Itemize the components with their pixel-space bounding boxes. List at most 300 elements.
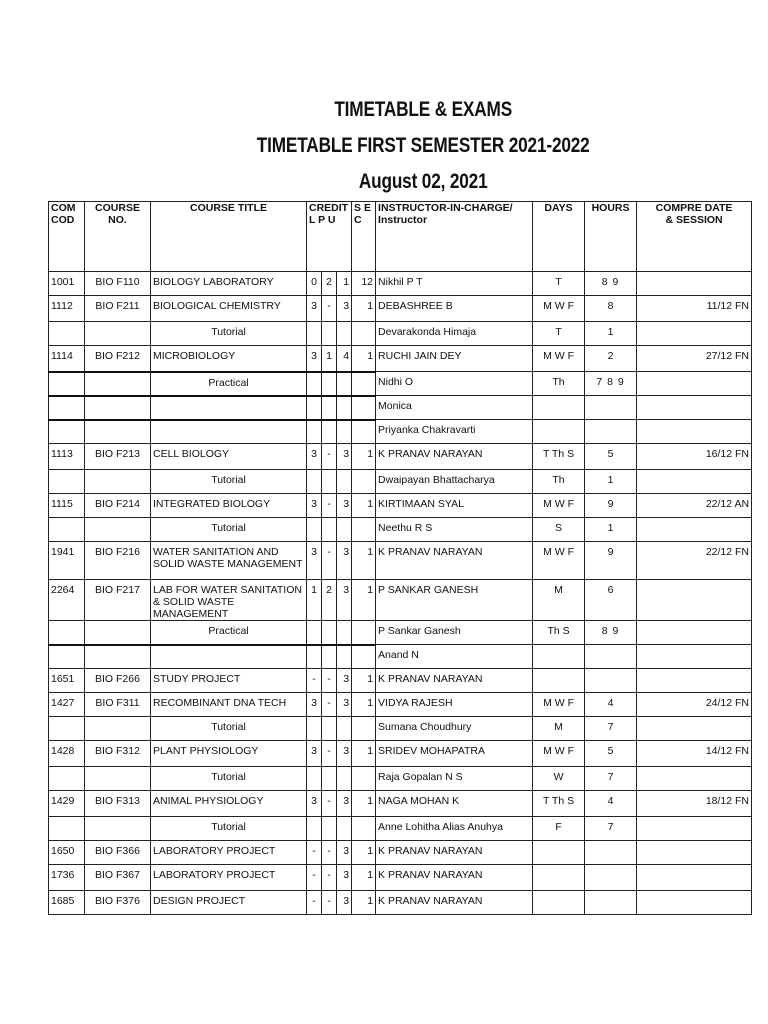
cell-credit-p: 1	[322, 346, 337, 372]
cell-sec: 1	[352, 296, 376, 322]
cell-course-title: DESIGN PROJECT	[151, 891, 307, 915]
cell-compre: 18/12 FN	[637, 791, 752, 817]
cell-sec: 1	[352, 494, 376, 518]
cell-credit-l	[307, 372, 322, 396]
cell-instructor: NAGA MOHAN K	[376, 791, 533, 817]
cell-instructor: VIDYA RAJESH	[376, 693, 533, 717]
table-row	[49, 372, 752, 396]
cell-com: 1650	[49, 841, 85, 865]
cell-credit-u	[337, 645, 352, 669]
cell-compre: 11/12 FN	[637, 296, 752, 322]
cell-hours: 7 8 9	[585, 372, 637, 396]
cell-com: 1001	[49, 272, 85, 296]
cell-credit-l: 3	[307, 296, 322, 322]
cell-credit-p	[322, 322, 337, 346]
cell-course-title: Tutorial	[151, 322, 307, 346]
table-row	[49, 693, 752, 717]
cell-instructor: Sumana Choudhury	[376, 717, 533, 741]
cell-com	[49, 817, 85, 841]
table-row	[49, 741, 752, 767]
cell-course-no	[85, 420, 151, 444]
cell-course-title: STUDY PROJECT	[151, 669, 307, 693]
cell-credit-u: 3	[337, 693, 352, 717]
cell-course-title	[151, 396, 307, 420]
cell-credit-p: -	[322, 296, 337, 322]
cell-sec: 1	[352, 865, 376, 891]
cell-instructor: Priyanka Chakravarti	[376, 420, 533, 444]
cell-days: M	[533, 717, 585, 741]
cell-course-no	[85, 621, 151, 645]
table-row	[49, 817, 752, 841]
cell-com: 2264	[49, 580, 85, 621]
table-row	[49, 767, 752, 791]
cell-course-no	[85, 767, 151, 791]
cell-credit-p	[322, 767, 337, 791]
cell-days: M W F	[533, 693, 585, 717]
cell-days	[533, 396, 585, 420]
cell-com: 1941	[49, 542, 85, 580]
cell-days: W	[533, 767, 585, 791]
cell-credit-l: -	[307, 841, 322, 865]
cell-course-no: BIO F212	[85, 346, 151, 372]
col-hours: HOURS	[585, 202, 637, 272]
table-header	[49, 202, 752, 272]
cell-compre	[637, 669, 752, 693]
cell-credit-l	[307, 717, 322, 741]
cell-credit-l	[307, 396, 322, 420]
cell-com	[49, 396, 85, 420]
cell-instructor: Anand N	[376, 645, 533, 669]
cell-credit-p: -	[322, 542, 337, 580]
cell-hours: 7	[585, 817, 637, 841]
cell-credit-u	[337, 621, 352, 645]
table-row	[49, 494, 752, 518]
cell-instructor: P Sankar Ganesh	[376, 621, 533, 645]
cell-course-title: WATER SANITATION AND SOLID WASTE MANAGEMENT	[151, 542, 307, 580]
cell-credit-l	[307, 518, 322, 542]
cell-days: Th	[533, 470, 585, 494]
cell-instructor: K PRANAV NARAYAN	[376, 841, 533, 865]
cell-credit-u	[337, 396, 352, 420]
cell-com	[49, 518, 85, 542]
cell-com: 1427	[49, 693, 85, 717]
cell-instructor: Raja Gopalan N S	[376, 767, 533, 791]
cell-compre	[637, 621, 752, 645]
cell-compre	[637, 645, 752, 669]
cell-instructor: K PRANAV NARAYAN	[376, 444, 533, 470]
cell-days: Th	[533, 372, 585, 396]
cell-sec	[352, 322, 376, 346]
cell-hours: 1	[585, 322, 637, 346]
cell-hours: 1	[585, 470, 637, 494]
cell-credit-l: -	[307, 669, 322, 693]
cell-com: 1114	[49, 346, 85, 372]
cell-credit-l: 3	[307, 494, 322, 518]
cell-credit-u: 1	[337, 272, 352, 296]
cell-instructor: Monica	[376, 396, 533, 420]
cell-sec: 1	[352, 542, 376, 580]
cell-credit-p: -	[322, 891, 337, 915]
cell-course-no: BIO F213	[85, 444, 151, 470]
cell-days	[533, 865, 585, 891]
cell-course-no: BIO F217	[85, 580, 151, 621]
cell-credit-l: 3	[307, 346, 322, 372]
cell-course-title: Practical	[151, 621, 307, 645]
cell-course-title	[151, 420, 307, 444]
cell-hours: 9	[585, 494, 637, 518]
table-row	[49, 518, 752, 542]
cell-sec	[352, 518, 376, 542]
cell-credit-p	[322, 621, 337, 645]
cell-days	[533, 645, 585, 669]
cell-compre: 14/12 FN	[637, 741, 752, 767]
cell-days	[533, 669, 585, 693]
cell-credit-u	[337, 420, 352, 444]
table-body	[49, 272, 752, 915]
cell-credit-l	[307, 767, 322, 791]
cell-credit-l: 3	[307, 693, 322, 717]
cell-hours	[585, 396, 637, 420]
table-row	[49, 444, 752, 470]
cell-credit-l	[307, 817, 322, 841]
cell-course-title: MICROBIOLOGY	[151, 346, 307, 372]
cell-days	[533, 841, 585, 865]
cell-compre	[637, 372, 752, 396]
cell-com: 1428	[49, 741, 85, 767]
table-row	[49, 346, 752, 372]
cell-credit-l	[307, 420, 322, 444]
cell-credit-l: 1	[307, 580, 322, 621]
cell-compre	[637, 272, 752, 296]
cell-com	[49, 470, 85, 494]
cell-credit-u: 3	[337, 580, 352, 621]
cell-hours: 5	[585, 444, 637, 470]
cell-compre	[637, 420, 752, 444]
cell-com	[49, 767, 85, 791]
cell-hours: 5	[585, 741, 637, 767]
cell-hours: 1	[585, 518, 637, 542]
cell-credit-u: 4	[337, 346, 352, 372]
cell-days: M W F	[533, 296, 585, 322]
cell-com	[49, 621, 85, 645]
cell-compre	[637, 470, 752, 494]
table-row	[49, 470, 752, 494]
cell-compre	[637, 580, 752, 621]
cell-credit-u	[337, 322, 352, 346]
cell-credit-u: 3	[337, 791, 352, 817]
cell-sec	[352, 717, 376, 741]
cell-instructor: Anne Lohitha Alias Anuhya	[376, 817, 533, 841]
cell-compre: 22/12 AN	[637, 494, 752, 518]
cell-compre	[637, 717, 752, 741]
col-course-no: COURSE NO.	[85, 202, 151, 272]
cell-days: M W F	[533, 346, 585, 372]
cell-instructor: SRIDEV MOHAPATRA	[376, 741, 533, 767]
cell-sec	[352, 372, 376, 396]
cell-credit-p: 2	[322, 580, 337, 621]
cell-days: Th S	[533, 621, 585, 645]
cell-course-no: BIO F312	[85, 741, 151, 767]
cell-credit-u	[337, 717, 352, 741]
cell-sec	[352, 645, 376, 669]
cell-instructor: RUCHI JAIN DEY	[376, 346, 533, 372]
cell-days: M W F	[533, 741, 585, 767]
cell-credit-l: 0	[307, 272, 322, 296]
cell-credit-l: 3	[307, 741, 322, 767]
cell-days	[533, 891, 585, 915]
cell-credit-p: -	[322, 669, 337, 693]
cell-compre: 16/12 FN	[637, 444, 752, 470]
table-row	[49, 272, 752, 296]
cell-sec	[352, 420, 376, 444]
cell-credit-l: -	[307, 891, 322, 915]
cell-credit-p	[322, 817, 337, 841]
cell-hours: 8 9	[585, 621, 637, 645]
cell-compre: 27/12 FN	[637, 346, 752, 372]
cell-course-title: LAB FOR WATER SANITATION & SOLID WASTE MANAGEMENT	[151, 580, 307, 621]
cell-days: M W F	[533, 542, 585, 580]
cell-com: 1651	[49, 669, 85, 693]
cell-instructor: K PRANAV NARAYAN	[376, 669, 533, 693]
table-row	[49, 542, 752, 580]
cell-course-no: BIO F214	[85, 494, 151, 518]
cell-course-no	[85, 322, 151, 346]
cell-hours: 7	[585, 767, 637, 791]
cell-credit-l	[307, 645, 322, 669]
cell-com: 1685	[49, 891, 85, 915]
cell-course-title: Tutorial	[151, 470, 307, 494]
cell-com	[49, 322, 85, 346]
table-row	[49, 296, 752, 322]
cell-sec	[352, 817, 376, 841]
col-sec: S E C	[352, 202, 376, 272]
cell-instructor: K PRANAV NARAYAN	[376, 891, 533, 915]
cell-sec: 1	[352, 741, 376, 767]
cell-course-title: LABORATORY PROJECT	[151, 841, 307, 865]
col-instructor: INSTRUCTOR-IN-CHARGE/ Instructor	[376, 202, 533, 272]
cell-instructor: Devarakonda Himaja	[376, 322, 533, 346]
cell-compre	[637, 518, 752, 542]
cell-credit-p	[322, 372, 337, 396]
cell-sec: 1	[352, 841, 376, 865]
title-date: August 02, 2021	[358, 170, 488, 193]
cell-credit-p: -	[322, 841, 337, 865]
cell-credit-u	[337, 767, 352, 791]
cell-hours: 4	[585, 791, 637, 817]
cell-credit-p	[322, 717, 337, 741]
cell-course-title: INTEGRATED BIOLOGY	[151, 494, 307, 518]
cell-compre	[637, 841, 752, 865]
cell-sec: 1	[352, 693, 376, 717]
col-days: DAYS	[533, 202, 585, 272]
cell-credit-u	[337, 817, 352, 841]
cell-hours	[585, 841, 637, 865]
cell-credit-p: -	[322, 494, 337, 518]
cell-credit-u: 3	[337, 494, 352, 518]
cell-course-no: BIO F367	[85, 865, 151, 891]
cell-course-title: Tutorial	[151, 717, 307, 741]
col-credit: CREDIT L P U	[307, 202, 352, 272]
cell-hours: 6	[585, 580, 637, 621]
cell-course-no: BIO F313	[85, 791, 151, 817]
cell-days	[533, 420, 585, 444]
table-row	[49, 621, 752, 645]
table-row	[49, 717, 752, 741]
cell-com: 1429	[49, 791, 85, 817]
timetable-table	[48, 201, 752, 915]
cell-course-no	[85, 396, 151, 420]
cell-hours	[585, 420, 637, 444]
cell-credit-u: 3	[337, 741, 352, 767]
cell-course-no: BIO F110	[85, 272, 151, 296]
cell-com: 1115	[49, 494, 85, 518]
cell-credit-p: -	[322, 741, 337, 767]
cell-sec: 1	[352, 346, 376, 372]
cell-days: T	[533, 322, 585, 346]
title-semester: TIMETABLE FIRST SEMESTER 2021-2022	[256, 134, 590, 157]
cell-credit-l: 3	[307, 444, 322, 470]
cell-credit-l: 3	[307, 791, 322, 817]
cell-course-no	[85, 518, 151, 542]
table-row	[49, 669, 752, 693]
cell-instructor: K PRANAV NARAYAN	[376, 542, 533, 580]
cell-sec: 1	[352, 444, 376, 470]
cell-hours: 2	[585, 346, 637, 372]
cell-sec: 1	[352, 791, 376, 817]
cell-course-no: BIO F266	[85, 669, 151, 693]
cell-course-title: PLANT PHYSIOLOGY	[151, 741, 307, 767]
cell-hours: 9	[585, 542, 637, 580]
col-compre: COMPRE DATE & SESSION	[637, 202, 752, 272]
cell-days: T Th S	[533, 791, 585, 817]
table-row	[49, 322, 752, 346]
cell-course-no	[85, 817, 151, 841]
cell-sec: 1	[352, 580, 376, 621]
cell-course-title: Tutorial	[151, 518, 307, 542]
cell-course-no: BIO F216	[85, 542, 151, 580]
table-row	[49, 645, 752, 669]
cell-course-no	[85, 372, 151, 396]
cell-credit-p	[322, 645, 337, 669]
cell-credit-p: -	[322, 693, 337, 717]
cell-credit-p	[322, 518, 337, 542]
cell-instructor: Nidhi O	[376, 372, 533, 396]
cell-credit-l: 3	[307, 542, 322, 580]
cell-course-title: ANIMAL PHYSIOLOGY	[151, 791, 307, 817]
cell-instructor: P SANKAR GANESH	[376, 580, 533, 621]
cell-course-title: BIOLOGICAL CHEMISTRY	[151, 296, 307, 322]
cell-course-no: BIO F311	[85, 693, 151, 717]
col-course-title: COURSE TITLE	[151, 202, 307, 272]
cell-sec: 1	[352, 669, 376, 693]
cell-sec: 1	[352, 891, 376, 915]
cell-com	[49, 420, 85, 444]
cell-days: M W F	[533, 494, 585, 518]
cell-instructor: Dwaipayan Bhattacharya	[376, 470, 533, 494]
table-row	[49, 420, 752, 444]
table-row	[49, 791, 752, 817]
cell-hours	[585, 865, 637, 891]
cell-credit-u: 3	[337, 865, 352, 891]
cell-credit-p: 2	[322, 272, 337, 296]
cell-sec	[352, 767, 376, 791]
cell-credit-u: 3	[337, 891, 352, 915]
cell-instructor: KIRTIMAAN SYAL	[376, 494, 533, 518]
cell-sec	[352, 470, 376, 494]
cell-hours: 4	[585, 693, 637, 717]
cell-hours	[585, 669, 637, 693]
cell-com	[49, 645, 85, 669]
cell-course-title: Practical	[151, 372, 307, 396]
cell-course-title: Tutorial	[151, 817, 307, 841]
cell-days: T Th S	[533, 444, 585, 470]
cell-course-title: Tutorial	[151, 767, 307, 791]
cell-compre	[637, 322, 752, 346]
cell-credit-u	[337, 372, 352, 396]
cell-credit-u: 3	[337, 669, 352, 693]
cell-credit-u: 3	[337, 542, 352, 580]
cell-compre	[637, 767, 752, 791]
cell-compre	[637, 396, 752, 420]
cell-course-title: RECOMBINANT DNA TECH	[151, 693, 307, 717]
cell-course-title	[151, 645, 307, 669]
cell-com	[49, 717, 85, 741]
document-header	[116, 92, 731, 200]
cell-sec	[352, 621, 376, 645]
cell-credit-p: -	[322, 865, 337, 891]
cell-credit-u: 3	[337, 841, 352, 865]
cell-sec: 12	[352, 272, 376, 296]
cell-credit-p	[322, 470, 337, 494]
col-com: COM COD	[49, 202, 85, 272]
cell-com: 1736	[49, 865, 85, 891]
cell-credit-p: -	[322, 791, 337, 817]
cell-credit-u	[337, 470, 352, 494]
cell-credit-p	[322, 420, 337, 444]
cell-hours	[585, 645, 637, 669]
cell-credit-l	[307, 322, 322, 346]
cell-hours: 7	[585, 717, 637, 741]
table-row	[49, 891, 752, 915]
cell-com	[49, 372, 85, 396]
cell-credit-u: 3	[337, 444, 352, 470]
cell-course-no: BIO F366	[85, 841, 151, 865]
cell-compre	[637, 865, 752, 891]
cell-days: F	[533, 817, 585, 841]
table-row	[49, 396, 752, 420]
cell-credit-p	[322, 396, 337, 420]
table-row	[49, 865, 752, 891]
cell-course-no	[85, 717, 151, 741]
cell-instructor: K PRANAV NARAYAN	[376, 865, 533, 891]
cell-hours	[585, 891, 637, 915]
cell-course-no	[85, 645, 151, 669]
cell-credit-u	[337, 518, 352, 542]
cell-instructor: DEBASHREE B	[376, 296, 533, 322]
cell-days: M	[533, 580, 585, 621]
cell-compre: 24/12 FN	[637, 693, 752, 717]
title-main: TIMETABLE & EXAMS	[334, 98, 513, 121]
cell-course-no: BIO F211	[85, 296, 151, 322]
cell-com: 1113	[49, 444, 85, 470]
table-row	[49, 580, 752, 621]
cell-course-title: BIOLOGY LABORATORY	[151, 272, 307, 296]
cell-credit-u: 3	[337, 296, 352, 322]
cell-course-no	[85, 470, 151, 494]
cell-compre: 22/12 FN	[637, 542, 752, 580]
cell-days: S	[533, 518, 585, 542]
cell-compre	[637, 891, 752, 915]
